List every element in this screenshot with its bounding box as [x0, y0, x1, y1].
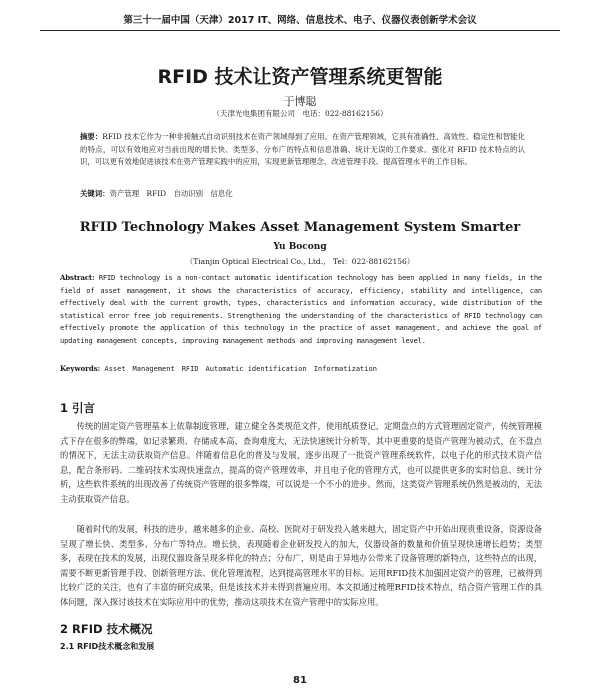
chinese-abstract-label: 摘要：: [80, 132, 103, 141]
english-keywords-label: Keywords:: [60, 364, 101, 373]
english-keywords: [60, 364, 377, 374]
journal-header: 第三十一届中国（天津）2017 IT、网络、信息技术、电子、仪器仪表创新学术会议: [123, 15, 477, 26]
chinese-abstract-text: RFID 技术它作为一种非接触式自动识别技术在资产领域得到了应用。在资产管理领域，它具有准确性、高效性、稳定性和智能化的特点，可以有效地应对当前出现的增长快、类型多、分布广的特点和信息准确、统计无误的工作要求。强化对 RFID 技术特点的认识，可以更有效地促进该技术在资产管理实践中的应用，实现更新管理理念、改进管理手段、提高管理水平的工作目标。: [80, 132, 525, 166]
chinese-keywords-label: 关键词：: [80, 189, 110, 198]
english-affiliation: （Tianjin Optical Electrical Co., Ltd., Tel：022-88162156）: [185, 257, 415, 266]
english-abstract-text: RFID technology is a non-contact automatic identification technology has been applied in many fields, in the field of asset management, it shows the characteristics of accuracy, efficiency, stability and intelligence, can effectively deal with the current growth, types, characteristics and information accuracy, wide distribution of the statistical error free job requirements. Strengthening the understanding of the characteristics of RFID technology can effectively promote the application of this technology in the practice of asset management, and achieve the goal of updating management concepts, improving management methods and improving management level.: [60, 274, 542, 345]
section-1-paragraph-2: 随着时代的发展，科技的进步，越来越多的企业、高校、医院对于研发投入越来越大，固定资产中开始出现贵重设备，资源设备呈现了增长快、类型多、分布广等特点。增长快，表现随着企业研发投入的加大，仪器设备的数量和价值呈现快速增长趋势；类型多，表现在技术的发展，出现仪器设备呈现多样化的特点；分布广，则是由于异地办公带来了设备管理的新特点，这些特点的出现，需要不断更新管理手段、创新管理方法、优化管理流程，达到提高管理水平的目标。运用RFID技术加强固定资产的管理，已被得到比较广泛的关注，也有了丰富的研究成果，但是该技术并未得到普遍应用。本文拟通过梳理RFID技术特点，结合资产管理工作的具体问题，深入探讨该技术在实际应用中的优势，推动这项技术在资产管理中的实际应用。: [60, 524, 542, 607]
english-title: RFID Technology Makes Asset Management System Smarter: [79, 220, 521, 235]
chinese-keywords: [80, 188, 233, 199]
chinese-author: 于博聪: [283, 95, 317, 108]
section-1-title: 1 引言: [60, 401, 96, 415]
header-divider: [40, 30, 560, 31]
english-abstract: [60, 272, 542, 348]
section-1-paragraph-1: 传统的固定资产管理基本上依靠制度管理，建立健全各类规范文件，使用纸质登记，定期盘点的方式管理固定资产，传统管理模式下存在很多的弊端，如记录繁琐、存储成本高、查询难度大，无法快速统计分析等，其中更重要的是资产管理为被动式，在不盘点的情况下，无法主动获取资产信息。伴随着信息化的普及与发展，逐步出现了一批资产管理系统软件，以电子化的形式技术资产信息，配合条形码、二维码技术实现快速盘点，提高的资产管理效率，并且电子化的管理方式，也可以提供更多的实时信息、统计分析，这些软件系统的出现改善了传统资产管理的很多弊端，可以说是一个不小的进步。然而，这类资产管理系统仍然是被动的，无法主动获取资产信息。: [60, 421, 542, 504]
chinese-title: RFID 技术让资产管理系统更智能: [157, 66, 443, 88]
page-number: 81: [293, 675, 307, 686]
chinese-abstract: [80, 131, 525, 169]
chinese-keywords-text: 资产管理 RFID 自动识别 信息化: [109, 189, 233, 198]
chinese-affiliation: （天津光电集团有限公司 电话：022-88162156）: [212, 109, 388, 118]
section-2-title: 2 RFID 技术概况: [60, 622, 153, 636]
english-abstract-label: Abstract:: [60, 273, 95, 282]
english-author: Yu Bocong: [273, 242, 327, 252]
section-2-1-title: 2.1 RFID技术概念和发展: [60, 642, 155, 651]
english-keywords-text: Asset Management RFID Automatic identification Informatization: [104, 365, 377, 373]
